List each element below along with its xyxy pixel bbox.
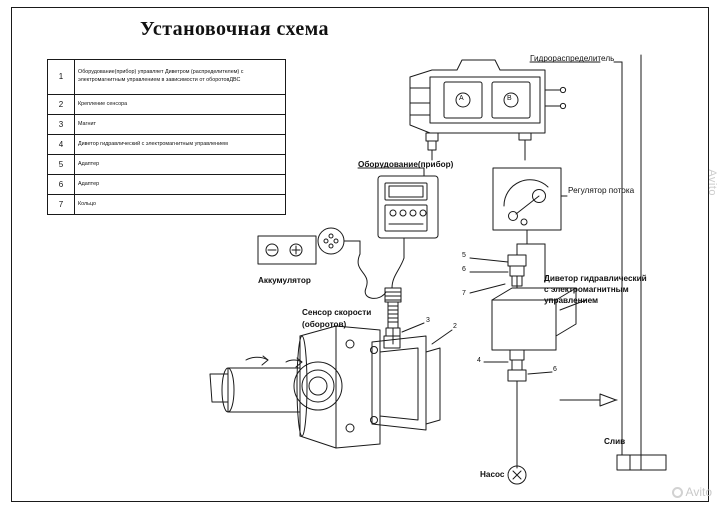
legend-text: Крепление сенсора: [75, 95, 286, 115]
table-row: [48, 95, 286, 115]
watermark: [672, 485, 712, 499]
label-device: Оборудование(прибор): [358, 160, 454, 169]
callout-5: 5: [462, 252, 466, 259]
legend-number: 3: [48, 115, 75, 135]
label-pump: Насос: [480, 470, 505, 479]
callout-7: 7: [462, 290, 466, 297]
legend-number: 2: [48, 95, 75, 115]
label-diverter-line1: Диветор гидравлический: [544, 274, 647, 283]
legend-number: 6: [48, 175, 75, 195]
valve-port-a-letter: A: [459, 95, 464, 102]
watermark-text: Avito: [685, 485, 712, 499]
valve-port-b-letter: B: [507, 95, 512, 102]
label-battery: Аккумулятор: [258, 276, 311, 285]
legend-text: Диветор гидравлический с электромагнитным управлением: [75, 135, 286, 155]
label-flow-regulator: Регулятор потока: [568, 186, 635, 195]
watermark-icon: [672, 487, 683, 498]
legend-number: 5: [48, 155, 75, 175]
table-row: [48, 175, 286, 195]
legend-number: 1: [48, 60, 75, 95]
callout-3: 3: [426, 317, 430, 324]
legend-text: Кольцо: [75, 195, 286, 215]
callout-4: 4: [477, 357, 481, 364]
legend-text: Адаптер: [75, 175, 286, 195]
callout-2: 2: [453, 323, 457, 330]
label-diverter-line3: управлением: [544, 296, 599, 305]
table-row: [48, 155, 286, 175]
callout-6b: 6: [553, 366, 557, 373]
callout-6a: 6: [462, 266, 466, 273]
legend-number: 7: [48, 195, 75, 215]
table-row: [48, 115, 286, 135]
table-row: [48, 135, 286, 155]
label-hydraulic-distributor: Гидрораспределитель: [530, 54, 615, 63]
legend-text: Оборудование(прибор) управляет Диветром (распределителем) с электромагнитным управлением в зависимости от оборотовДВС: [75, 60, 286, 95]
label-speed-sensor-line2: (оборотов): [302, 320, 347, 329]
legend-text: Магнит: [75, 115, 286, 135]
legend-table: [47, 59, 286, 215]
label-speed-sensor-line1: Сенсор скорости: [302, 308, 372, 317]
legend-number: 4: [48, 135, 75, 155]
legend-text: Адаптер: [75, 155, 286, 175]
table-row: [48, 60, 286, 95]
label-diverter-line2: с электромагнитным: [544, 285, 629, 294]
page-title: Установочная схема: [140, 18, 329, 40]
label-drain: Слив: [604, 437, 626, 446]
watermark-side: Avito: [706, 169, 718, 196]
table-row: [48, 195, 286, 215]
